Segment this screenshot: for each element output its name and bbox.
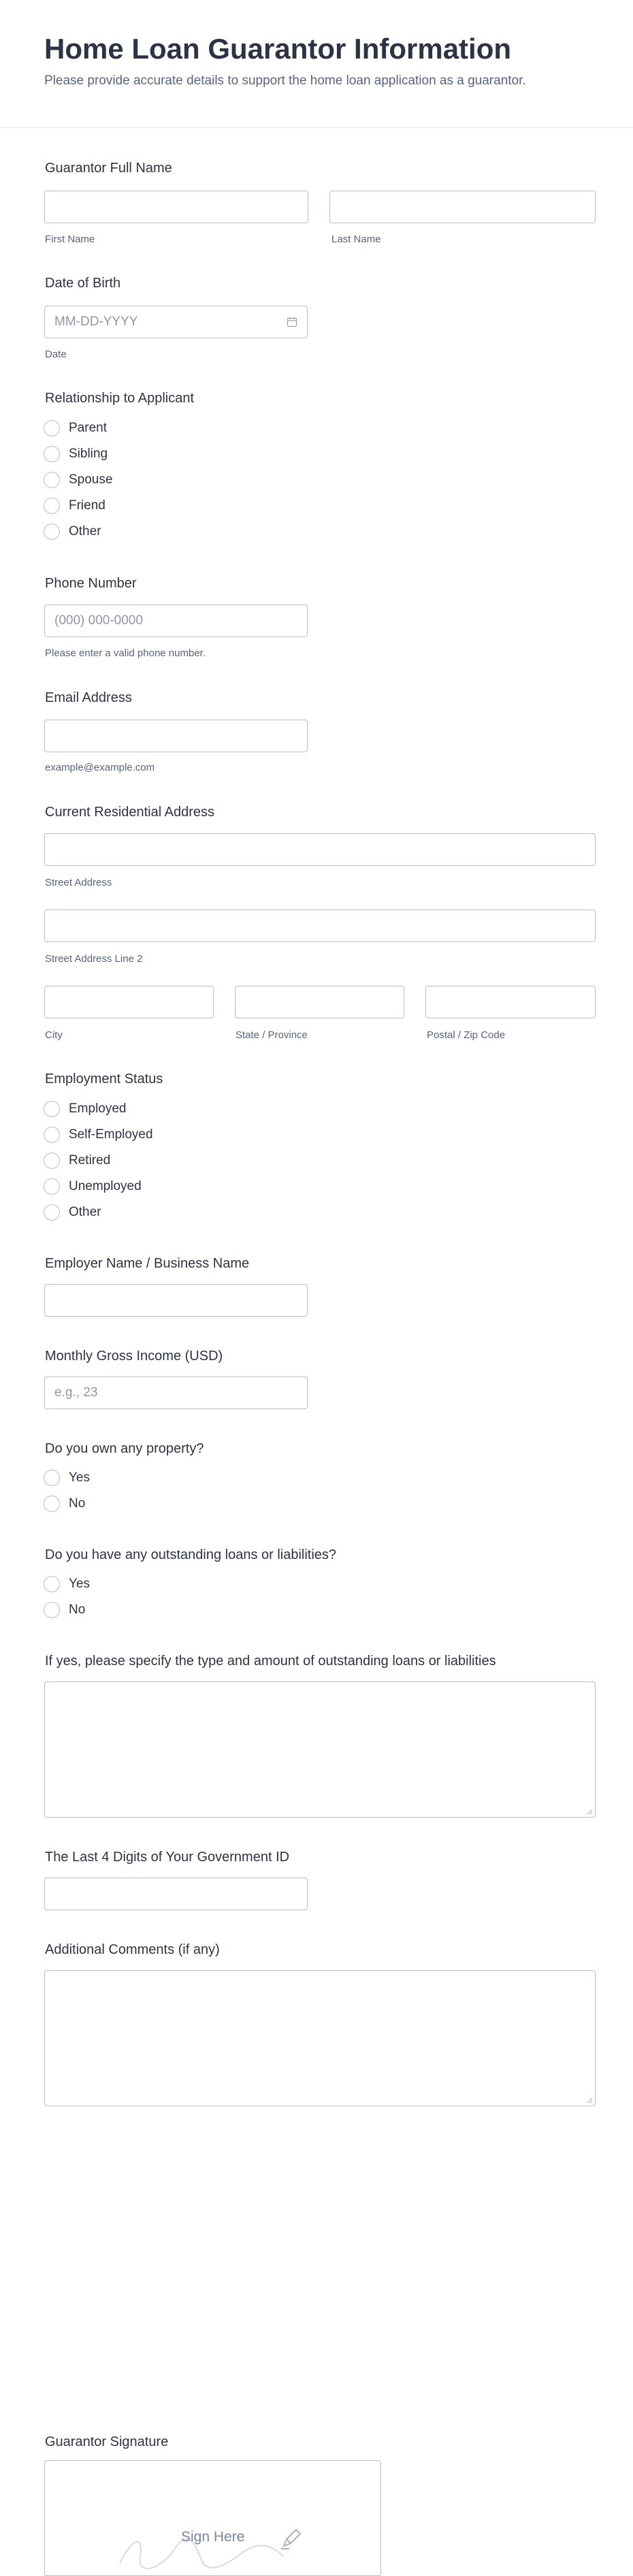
dob-input[interactable] bbox=[44, 306, 308, 338]
income-input[interactable]: e.g., 23 bbox=[44, 1376, 308, 1409]
radio-label: Friend bbox=[69, 498, 106, 513]
dob-label: Date of Birth bbox=[45, 276, 121, 291]
radio-label: No bbox=[69, 1496, 86, 1511]
first-name-input[interactable] bbox=[44, 191, 308, 223]
property-label: Do you own any property? bbox=[45, 1441, 204, 1456]
form-title: Home Loan Guarantor Information bbox=[44, 33, 512, 65]
pen-icon bbox=[280, 2527, 303, 2550]
state-input[interactable] bbox=[235, 986, 404, 1018]
resize-handle-icon[interactable] bbox=[587, 1809, 593, 1815]
address-label: Current Residential Address bbox=[45, 805, 215, 820]
radio-button[interactable] bbox=[44, 524, 60, 540]
last-name-input[interactable] bbox=[329, 191, 596, 223]
radio-label: Retired bbox=[69, 1153, 111, 1168]
radio-label: Employed bbox=[69, 1101, 127, 1116]
radio-label: Other bbox=[69, 1205, 101, 1219]
radio-label: Spouse bbox=[69, 472, 113, 487]
employer-input[interactable] bbox=[44, 1284, 308, 1317]
form-subtitle: Please provide accurate details to support the home loan application as a guarantor. bbox=[44, 74, 526, 88]
radio-label: Other bbox=[69, 524, 101, 538]
city-input[interactable] bbox=[44, 986, 214, 1018]
radio-label: Unemployed bbox=[69, 1179, 142, 1193]
radio-button[interactable] bbox=[44, 1153, 60, 1169]
email-sublabel: example@example.com bbox=[45, 762, 155, 773]
loan-details-label: If yes, please specify the type and amount of outstanding loans or liabilities bbox=[45, 1654, 496, 1669]
radio-label: Yes bbox=[69, 1577, 90, 1591]
city-sublabel: City bbox=[45, 1029, 63, 1041]
radio-button[interactable] bbox=[44, 1204, 60, 1221]
radio-button[interactable] bbox=[44, 1602, 60, 1618]
radio-button[interactable] bbox=[44, 498, 60, 514]
form-header bbox=[0, 0, 633, 128]
radio-button[interactable] bbox=[44, 420, 60, 436]
radio-button[interactable] bbox=[44, 1576, 60, 1592]
last-name-sublabel: Last Name bbox=[331, 234, 381, 245]
radio-label: Yes bbox=[69, 1470, 90, 1485]
first-name-sublabel: First Name bbox=[45, 234, 95, 245]
zip-sublabel: Postal / Zip Code bbox=[427, 1029, 506, 1041]
zip-input[interactable] bbox=[425, 986, 596, 1018]
street-address-line2-sublabel: Street Address Line 2 bbox=[45, 953, 143, 965]
relationship-label: Relationship to Applicant bbox=[45, 391, 195, 406]
phone-label: Phone Number bbox=[45, 576, 137, 591]
phone-sublabel: Please enter a valid phone number. bbox=[45, 647, 206, 659]
street-address-line2-input[interactable] bbox=[44, 909, 596, 942]
loans-label: Do you have any outstanding loans or liabilities? bbox=[45, 1547, 337, 1562]
state-sublabel: State / Province bbox=[236, 1029, 308, 1041]
radio-button[interactable] bbox=[44, 1127, 60, 1143]
radio-button[interactable] bbox=[44, 1101, 60, 1117]
full-name-label: Guarantor Full Name bbox=[45, 161, 172, 176]
comments-label: Additional Comments (if any) bbox=[45, 1942, 220, 1957]
phone-input[interactable]: (000) 000-0000 bbox=[44, 605, 308, 637]
comments-textarea[interactable] bbox=[44, 1970, 596, 2106]
income-label: Monthly Gross Income (USD) bbox=[45, 1349, 223, 1364]
calendar-icon[interactable] bbox=[287, 317, 297, 327]
gov-id-input[interactable] bbox=[44, 1878, 308, 1910]
dob-sublabel: Date bbox=[45, 349, 67, 360]
radio-label: Parent bbox=[69, 421, 107, 435]
employment-label: Employment Status bbox=[45, 1072, 163, 1086]
resize-handle-icon[interactable] bbox=[587, 2097, 593, 2104]
radio-button[interactable] bbox=[44, 1496, 60, 1512]
gov-id-label: The Last 4 Digits of Your Government ID bbox=[45, 1850, 290, 1865]
signature-pad[interactable] bbox=[44, 2460, 381, 2576]
street-address-sublabel: Street Address bbox=[45, 877, 112, 888]
radio-label: No bbox=[69, 1603, 86, 1617]
sign-here-text: Sign Here bbox=[181, 2529, 245, 2545]
radio-button[interactable] bbox=[44, 446, 60, 462]
email-input[interactable] bbox=[44, 720, 308, 752]
radio-button[interactable] bbox=[44, 1178, 60, 1195]
radio-button[interactable] bbox=[44, 472, 60, 488]
radio-button[interactable] bbox=[44, 1470, 60, 1486]
employer-label: Employer Name / Business Name bbox=[45, 1256, 250, 1271]
radio-label: Self-Employed bbox=[69, 1127, 153, 1142]
email-label: Email Address bbox=[45, 690, 132, 705]
signature-label: Guarantor Signature bbox=[45, 2434, 169, 2449]
street-address-input[interactable] bbox=[44, 833, 596, 866]
dob-placeholder: MM-DD-YYYY bbox=[54, 315, 138, 329]
loan-details-textarea[interactable] bbox=[44, 1681, 596, 1818]
radio-label: Sibling bbox=[69, 447, 108, 461]
